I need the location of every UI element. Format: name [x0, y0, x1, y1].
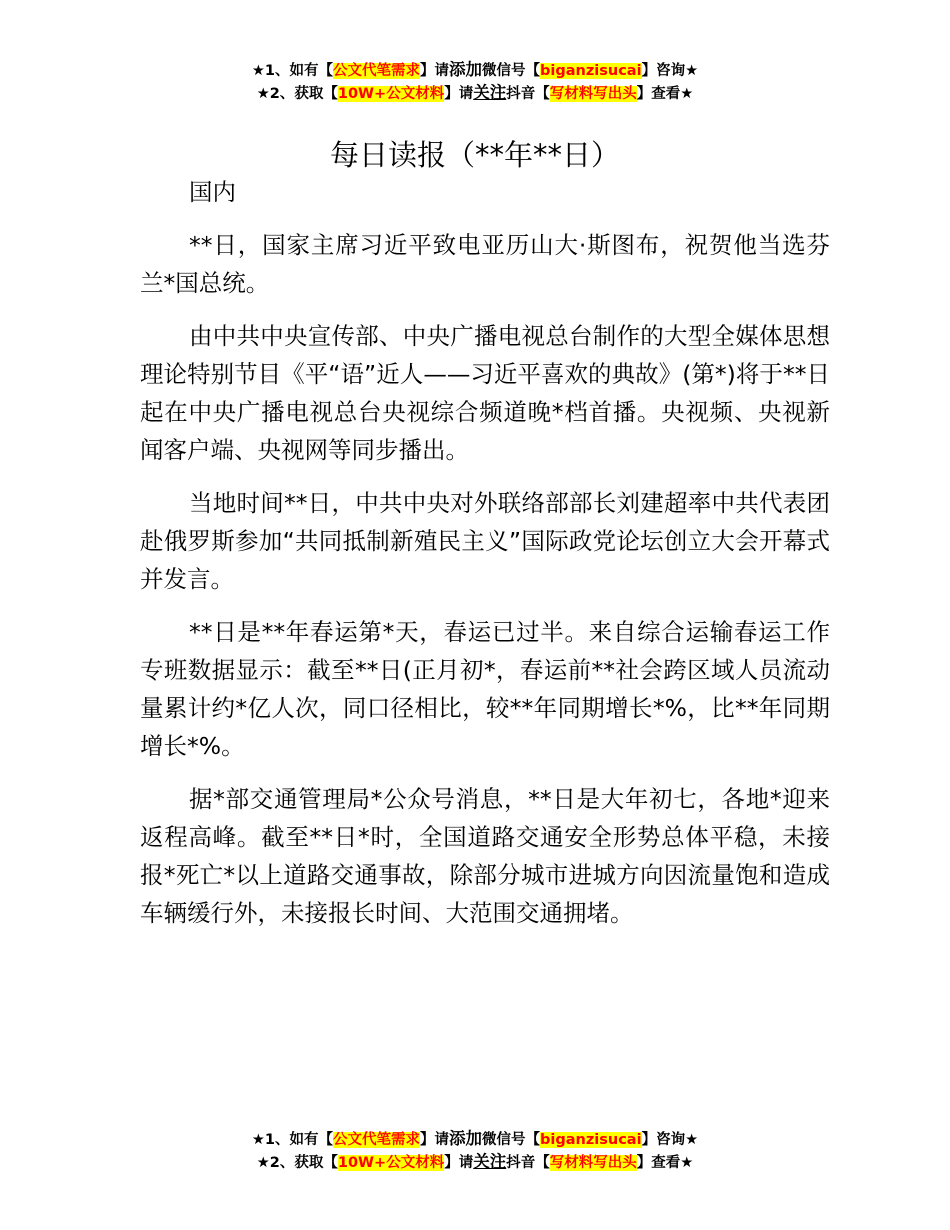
promo-text: ★2、获取【	[256, 1155, 338, 1171]
footer-promo-banner	[0, 1128, 950, 1174]
promo-text: 】查看★	[636, 1155, 694, 1171]
promo-line-1	[0, 59, 950, 82]
promo-line-2	[0, 1151, 950, 1174]
header-promo-banner	[0, 59, 950, 105]
promo-emphasis: 添加	[449, 60, 483, 79]
promo-highlight: 公文代笔需求	[333, 63, 421, 79]
promo-highlight: biganzisucai	[540, 63, 642, 79]
promo-text: 抖音【	[506, 1155, 550, 1171]
promo-highlight: 写材料写出头	[549, 86, 637, 102]
section-heading: 国内	[189, 178, 236, 206]
document-title: 每日读报（**年**日）	[329, 138, 620, 173]
promo-line-2	[0, 82, 950, 105]
paragraph: **日是**年春运第*天，春运已过半。来自综合运输春运工作专班数据显示：截至**日(正月初*，春运前**社会跨区域人员流动量累计约*亿人次，同口径相比，较**年同期增长*%，比**年同期增长*%。	[140, 618, 830, 760]
promo-highlight: 公文代笔需求	[333, 1132, 421, 1148]
paragraph: **日，国家主席习近平致电亚历山大·斯图布，祝贺他当选芬兰*国总统。	[140, 231, 830, 297]
promo-text: 】查看★	[636, 86, 694, 102]
promo-text: 微信号【	[482, 63, 541, 79]
promo-text: 】请	[420, 1132, 450, 1148]
promo-emphasis: 关注	[473, 1152, 507, 1171]
paragraph: 由中共中央宣传部、中央广播电视总台制作的大型全媒体思想理论特别节目《平“语”近人——习近平喜欢的典故》(第*)将于**日起在中央广播电视总台央视综合频道晚*档首播。央视频、央视新闻客户端、央视网等同步播出。	[140, 322, 830, 464]
promo-text: 抖音【	[506, 86, 550, 102]
promo-highlight: 10W+公文材料	[337, 1155, 445, 1171]
promo-text: 】咨询★	[641, 63, 699, 79]
promo-emphasis: 添加	[449, 1129, 483, 1148]
promo-line-1	[0, 1128, 950, 1151]
paragraph: 据*部交通管理局*公众号消息，**日是大年初七，各地*迎来返程高峰。截至**日*时，全国道路交通安全形势总体平稳，未接报*死亡*以上道路交通事故，除部分城市进城方向因流量饱和造成车辆缓行外，未接报长时间、大范围交通拥堵。	[140, 785, 830, 927]
promo-text: ★1、如有【	[251, 63, 334, 79]
promo-text: ★2、获取【	[256, 86, 338, 102]
promo-highlight: 10W+公文材料	[337, 86, 445, 102]
promo-text: 】请	[444, 1155, 474, 1171]
promo-emphasis: 关注	[473, 83, 507, 102]
promo-text: 】请	[420, 63, 450, 79]
promo-text: 】请	[444, 86, 474, 102]
promo-text: 】咨询★	[641, 1132, 699, 1148]
document-body	[140, 173, 830, 947]
paragraph: 当地时间**日，中共中央对外联络部部长刘建超率中共代表团赴俄罗斯参加“共同抵制新殖民主义”国际政党论坛创立大会开幕式并发言。	[140, 489, 830, 593]
promo-highlight: biganzisucai	[540, 1132, 642, 1148]
promo-highlight: 写材料写出头	[549, 1155, 637, 1171]
promo-text: ★1、如有【	[251, 1132, 334, 1148]
promo-text: 微信号【	[482, 1132, 541, 1148]
